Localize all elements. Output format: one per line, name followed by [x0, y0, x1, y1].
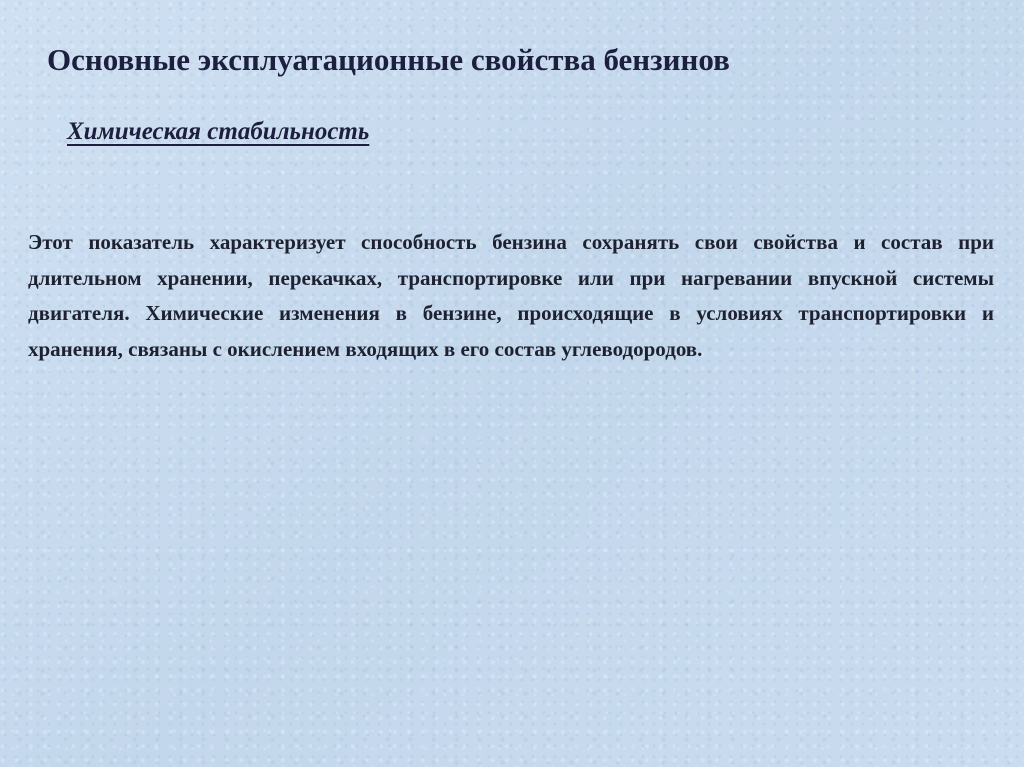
- body-paragraph: Этот показатель характеризует способность бензина сохранять свои свойства и состав при длительном хранении, перекачках, транспортировке или при нагревании впускной системы двигателя. Химические изменения в бензине, происходящие в условиях транспортировки и хранения, связаны с окислением входящих в его состав углеводородов.: [28, 230, 994, 361]
- slide-title: Основные эксплуатационные свойства бензинов: [47, 42, 730, 77]
- slide-subtitle: Химическая стабильность: [67, 118, 370, 145]
